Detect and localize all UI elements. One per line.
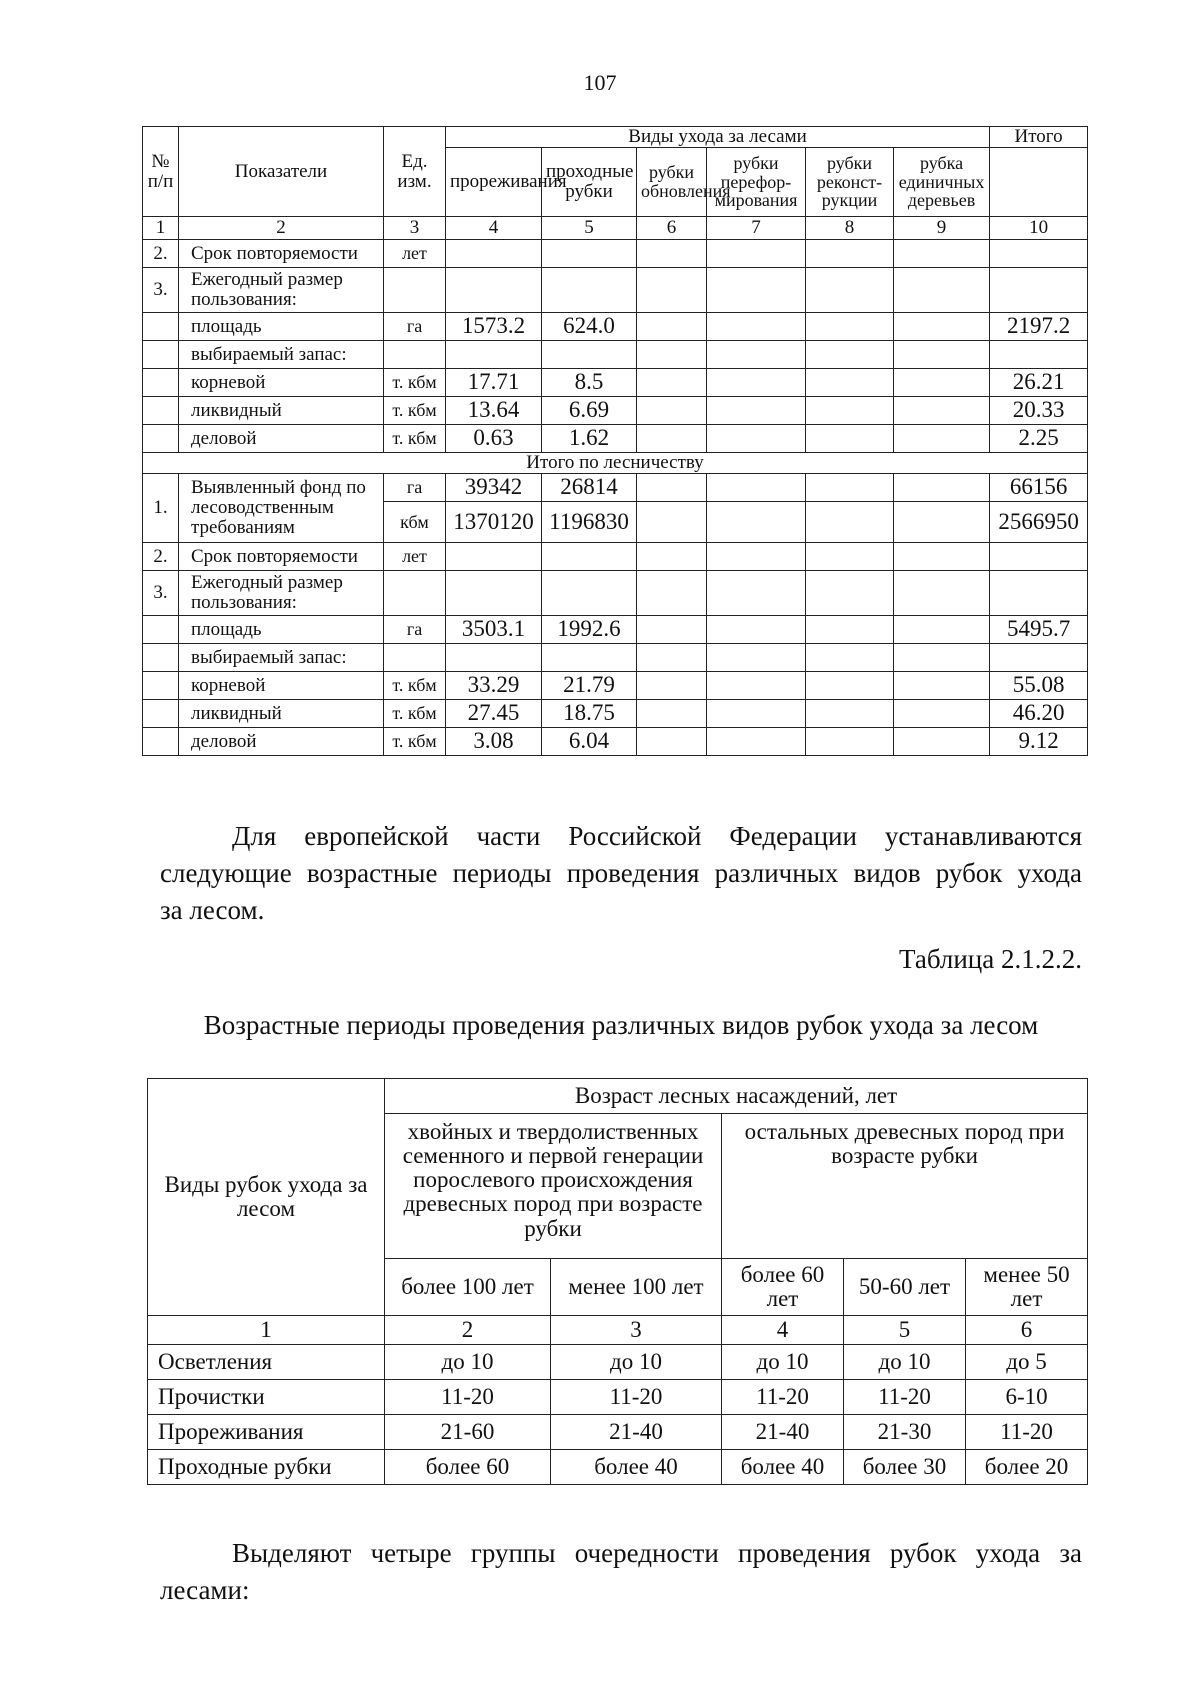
cell-value: 11-20 [966,1415,1088,1450]
paragraph-age-periods [160,818,1082,929]
colnum: 4 [446,217,542,240]
row-label: Выявленный фонд по лесоводственным требованиям [179,474,384,543]
cell-total: 2.25 [990,425,1088,453]
colnum: 7 [707,217,806,240]
row-label: Ежегодный размер пользования: [179,571,384,616]
cell-value: 21.79 [542,672,637,700]
table-row [148,1415,1088,1450]
row-label: площадь [179,313,384,341]
cell-total: 9.12 [990,728,1088,756]
table-row [143,341,1088,369]
cell-total: 5495.7 [990,616,1088,644]
paragraph-line: за лесом. [160,895,265,925]
cell-total: 2566950 [990,502,1088,543]
table-label: Таблица 2.1.2.2. [899,944,1082,974]
row-label: деловой [179,728,384,756]
table-row [143,672,1088,700]
table-row [143,571,1088,616]
header-care-types: Виды ухода за лесами [446,127,990,148]
row-unit: т. кбм [384,728,446,756]
cell-value: 1370120 [446,502,542,543]
table-row [148,1380,1088,1415]
cell-value: 0.63 [446,425,542,453]
colnum: 2 [179,217,384,240]
row-number: 1. [143,474,179,543]
cell-value: 6-10 [966,1380,1088,1415]
cell-value: 624.0 [542,313,637,341]
header-unit: Ед. изм. [384,127,446,217]
colnum: 5 [844,1316,966,1345]
header-c2: более 100 лет [385,1259,551,1316]
row-unit: кбм [384,502,446,543]
header-c5: 50-60 лет [844,1259,966,1316]
header-c4: более 60 лет [722,1259,844,1316]
cell-value: 3.08 [446,728,542,756]
row-number: 3. [143,268,179,313]
row-unit: га [384,313,446,341]
header-col5: проходные рубки [542,148,637,217]
cell-value: 21-30 [844,1415,966,1450]
cell-value: 11-20 [844,1380,966,1415]
row-label: Прочистки [148,1380,385,1415]
cell-value: более 40 [551,1450,722,1485]
table-row [143,425,1088,453]
row-label: ликвидный [179,700,384,728]
table-row [143,313,1088,341]
cell-value: 1573.2 [446,313,542,341]
table-row [143,728,1088,756]
cell-total: 46.20 [990,700,1088,728]
header-col8: рубки реконст-рукции [806,148,894,217]
cell-value: 21-60 [385,1415,551,1450]
header-c6: менее 50 лет [966,1259,1088,1316]
cell-total: 66156 [990,474,1088,502]
row-label: деловой [179,425,384,453]
colnum: 8 [806,217,894,240]
table-title: Возрастные периоды проведения различных видов рубок ухода за лесом [203,1010,1039,1040]
cell-total: 20.33 [990,397,1088,425]
cell-value: 11-20 [385,1380,551,1415]
row-label: корневой [179,369,384,397]
cell-value: 6.69 [542,397,637,425]
section-title: Итого по лесничеству [143,453,1088,474]
cell-value: 26814 [542,474,637,502]
row-label: Срок повторяемости [179,240,384,268]
header-col4: прореживания [446,148,542,217]
header-col6: рубки обновления [637,148,707,217]
cell-value: 17.71 [446,369,542,397]
colnum: 6 [966,1316,1088,1345]
row-unit: т. кбм [384,397,446,425]
page-number: 107 [583,70,617,95]
cell-value: 11-20 [722,1380,844,1415]
colnum: 3 [551,1316,722,1345]
paragraph-line: Выделяют четыре группы очередности проведения рубок ухода за [232,1538,1082,1568]
header-types: Виды рубок ухода за лесом [148,1079,385,1316]
row-unit: лет [384,543,446,571]
row-unit: лет [384,240,446,268]
cell-value: 11-20 [551,1380,722,1415]
table-row [143,644,1088,672]
cell-value: 27.45 [446,700,542,728]
table-row [143,616,1088,644]
forest-care-table [142,126,1088,756]
cell-value: 3503.1 [446,616,542,644]
header-total: Итого [990,127,1088,148]
age-periods-table [147,1078,1088,1485]
header-col9: рубка единичных деревьев [894,148,990,217]
cell-value: более 20 [966,1450,1088,1485]
paragraph-line: лесами: [160,1575,250,1605]
cell-value: 21-40 [551,1415,722,1450]
cell-value: до 10 [551,1345,722,1380]
cell-value: до 10 [385,1345,551,1380]
cell-total: 2197.2 [990,313,1088,341]
header-c3: менее 100 лет [551,1259,722,1316]
row-label: Осветления [148,1345,385,1380]
row-label: площадь [179,616,384,644]
header-total-blank [990,148,1088,217]
paragraph-line: Для европейской части Российской Федерации устанавливаются [232,821,1082,851]
cell-value: до 10 [722,1345,844,1380]
header-conifer: хвойных и твердолиственных семенного и первой генерации порослевого происхождения древесных пород при возрасте рубки [385,1114,722,1259]
paragraph-groups [160,1535,1082,1609]
row-unit: га [384,616,446,644]
cell-value: более 40 [722,1450,844,1485]
header-col7: рубки перефор-мирования [707,148,806,217]
table-row [143,369,1088,397]
cell-total: 26.21 [990,369,1088,397]
cell-value: 6.04 [542,728,637,756]
row-unit: т. кбм [384,369,446,397]
table-row [143,543,1088,571]
cell-value: 18.75 [542,700,637,728]
row-unit: т. кбм [384,672,446,700]
row-unit: т. кбм [384,425,446,453]
header-other: остальных древесных пород при возрасте рубки [722,1114,1088,1259]
row-label: Прореживания [148,1415,385,1450]
cell-value: до 10 [844,1345,966,1380]
row-unit: га [384,474,446,502]
colnum: 4 [722,1316,844,1345]
table-row [143,268,1088,313]
table-row [143,397,1088,425]
row-label: выбираемый запас: [179,644,384,672]
cell-total: 55.08 [990,672,1088,700]
colnum: 5 [542,217,637,240]
colnum: 10 [990,217,1088,240]
row-number: 2. [143,543,179,571]
cell-value: 1196830 [542,502,637,543]
cell-value: 33.29 [446,672,542,700]
table-row [143,240,1088,268]
row-label: корневой [179,672,384,700]
colnum: 6 [637,217,707,240]
header-age: Возраст лесных насаждений, лет [385,1079,1088,1114]
paragraph-line: следующие возрастные периоды проведения различных видов рубок ухода [160,858,1082,888]
row-label: ликвидный [179,397,384,425]
header-indicators: Показатели [179,127,384,217]
colnum: 2 [385,1316,551,1345]
colnum: 1 [143,217,179,240]
colnum: 3 [384,217,446,240]
table-row [143,474,1088,502]
header-num: № п/п [143,127,179,217]
cell-value: 39342 [446,474,542,502]
cell-value: более 30 [844,1450,966,1485]
colnum: 1 [148,1316,385,1345]
row-label: Срок повторяемости [179,543,384,571]
row-label: Ежегодный размер пользования: [179,268,384,313]
cell-value: 13.64 [446,397,542,425]
cell-value: 8.5 [542,369,637,397]
colnum: 9 [894,217,990,240]
cell-value: более 60 [385,1450,551,1485]
row-number: 2. [143,240,179,268]
table-row [143,700,1088,728]
cell-value: 21-40 [722,1415,844,1450]
row-unit: т. кбм [384,700,446,728]
row-number: 3. [143,571,179,616]
table-row [148,1450,1088,1485]
cell-value: до 5 [966,1345,1088,1380]
row-label: Проходные рубки [148,1450,385,1485]
table-row [148,1345,1088,1380]
cell-value: 1992.6 [542,616,637,644]
cell-value: 1.62 [542,425,637,453]
row-label: выбираемый запас: [179,341,384,369]
